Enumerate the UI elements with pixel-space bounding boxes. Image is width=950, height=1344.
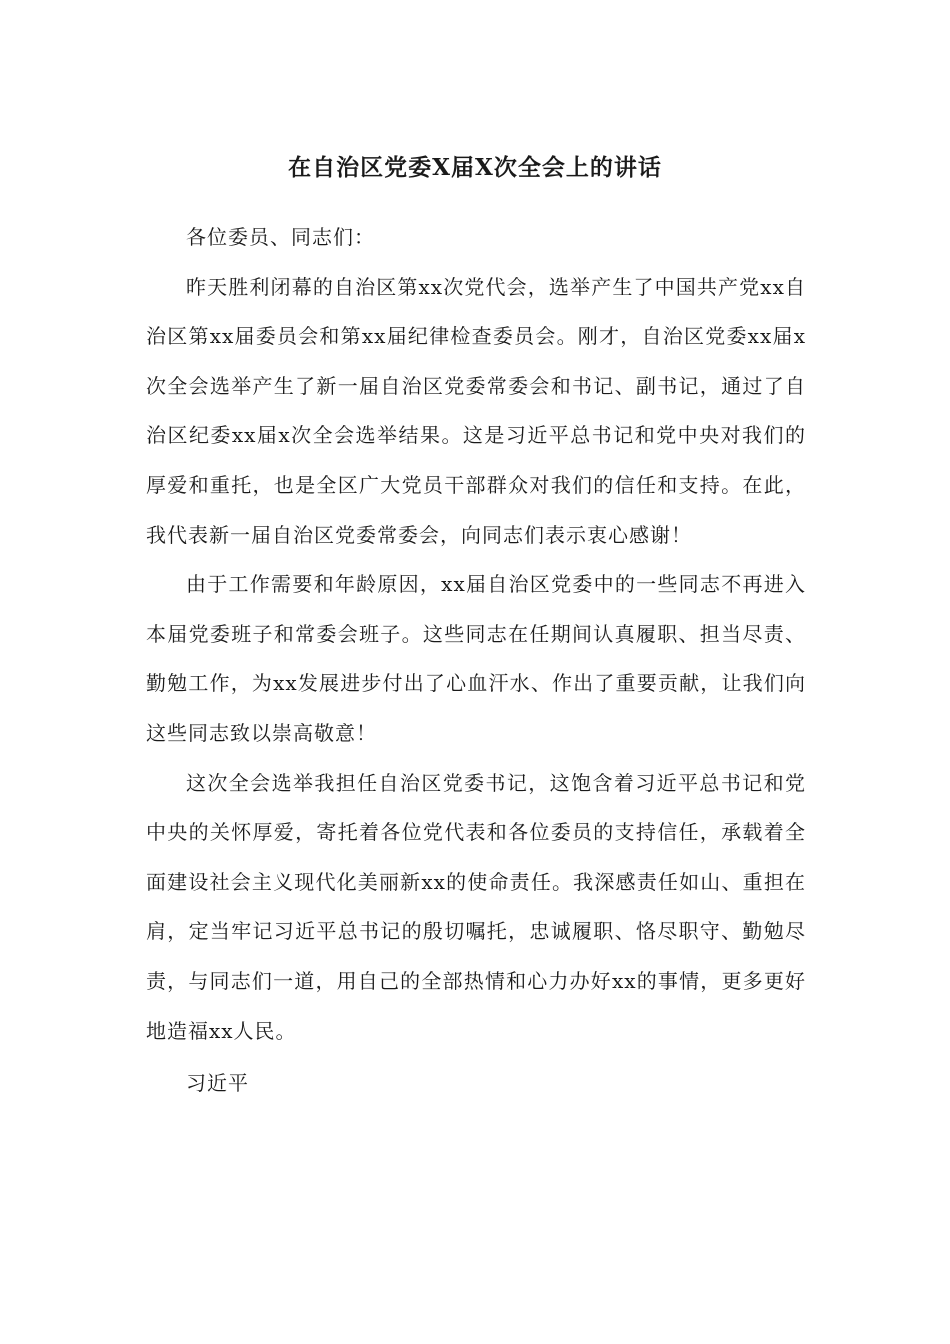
- signature: 习近平: [186, 1071, 249, 1096]
- document-body: [146, 213, 806, 1109]
- document-title: 在自治区党委X届X次全会上的讲话: [288, 154, 662, 181]
- salutation: 各位委员、同志们：: [186, 225, 375, 249]
- paragraph: 昨天胜利闭幕的自治区第xx次党代会，选举产生了中国共产党xx自治区第xx届委员会和第xx届纪律检查委员会。刚才，自治区党委xx届x次全会选举产生了新一届自治区党委常委会和书记、副书记，通过了自治区纪委xx届x次全会选举结果。这是习近平总书记和党中央对我们的厚爱和重托，也是全区广大党员干部群众对我们的信任和支持。在此，我代表新一届自治区党委常委会，向同志们表示衷心感谢！: [146, 274, 806, 547]
- paragraph: 由于工作需要和年龄原因，xx届自治区党委中的一些同志不再进入本届党委班子和常委会班子。这些同志在任期间认真履职、担当尽责、勤勉工作，为xx发展进步付出了心血汗水、作出了重要贡献，让我们向这些同志致以崇高敬意！: [146, 572, 806, 745]
- paragraph: 这次全会选举我担任自治区党委书记，这饱含着习近平总书记和党中央的关怀厚爱，寄托着各位党代表和各位委员的支持信任，承载着全面建设社会主义现代化美丽新xx的使命责任。我深感责任如山、重担在肩，定当牢记习近平总书记的殷切嘱托，忠诚履职、恪尽职守、勤勉尽责，与同志们一道，用自己的全部热情和心力办好xx的事情，更多更好地造福xx人民。: [146, 770, 806, 1043]
